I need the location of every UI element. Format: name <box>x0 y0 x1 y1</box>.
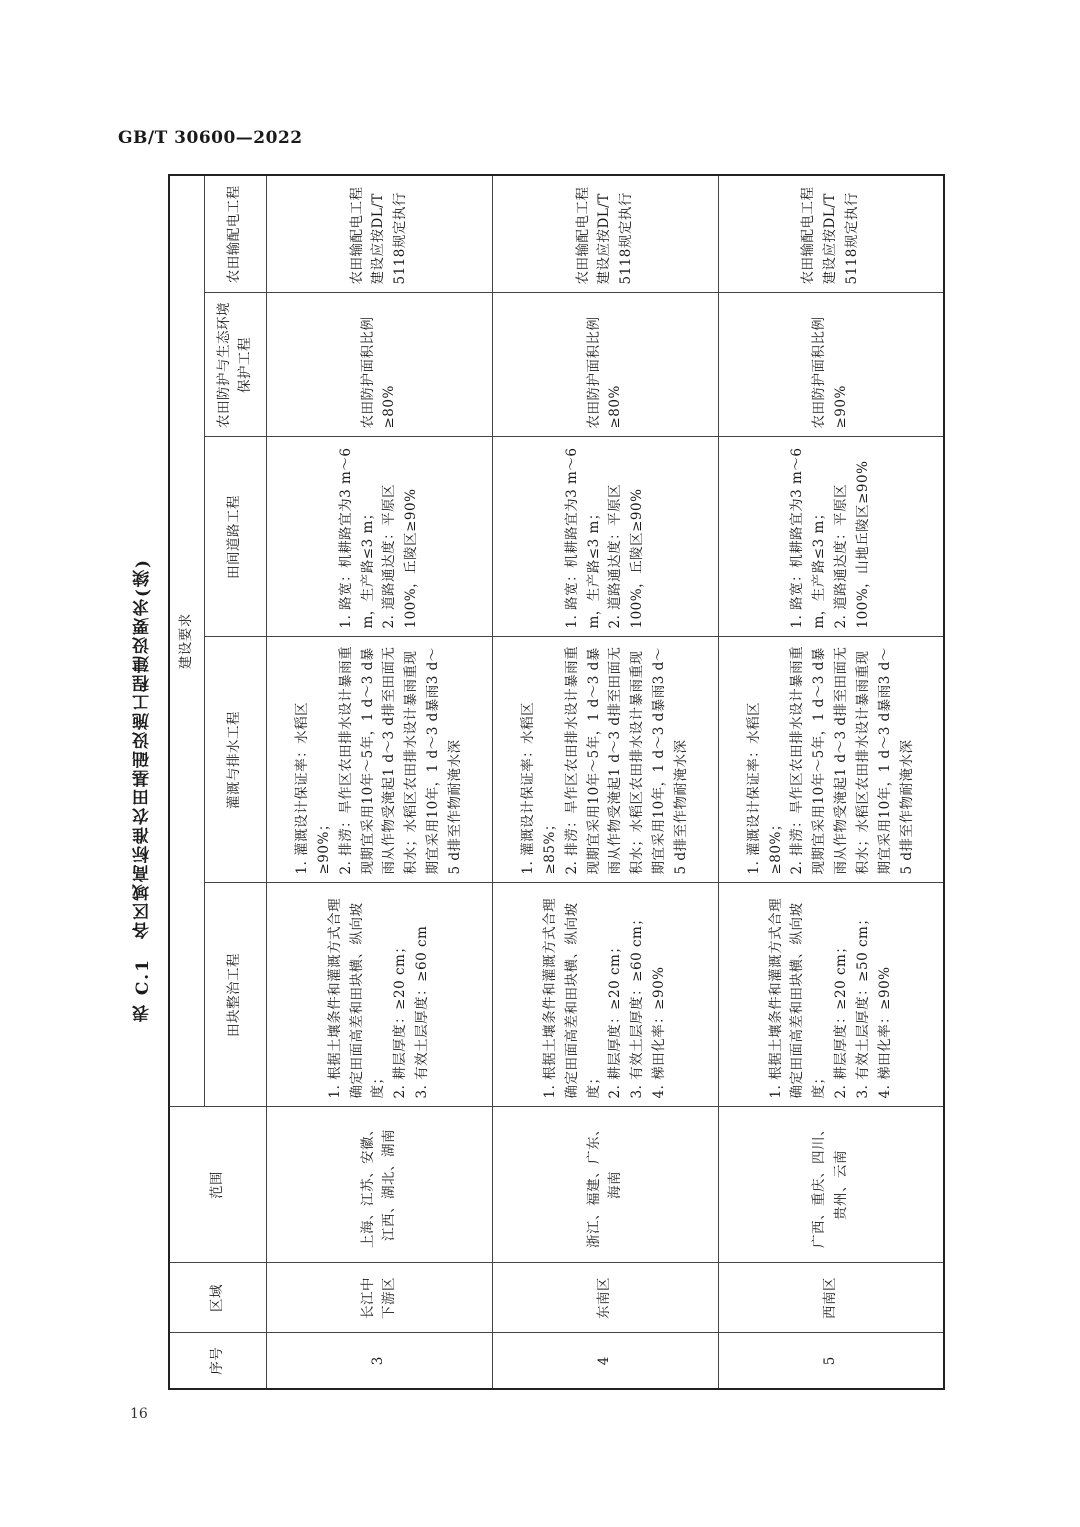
cell-field-leveling <box>718 883 944 1107</box>
list-item: 2. 耕层厚度：≥20 cm； <box>392 939 409 1099</box>
cell-irrigation-drainage <box>718 637 944 883</box>
cell-seq: 5 <box>718 1333 944 1389</box>
cell-seq: 3 <box>266 1333 492 1389</box>
table-caption <box>120 200 164 1380</box>
cell-irrigation-drainage <box>266 637 492 883</box>
cell-road <box>266 437 492 637</box>
cell-protection: 农田防护面积比例≥80% <box>266 293 492 437</box>
list-item: 1. 路宽：机耕路宜为3 m～6 m，生产路≤3 m； <box>337 447 376 629</box>
list-item: 3. 有效土层厚度：≥60 cm； <box>629 911 646 1099</box>
list-item: 2. 排涝：旱作区农田排水设计暴雨重现期宜采用10年～5年，1 d～3 d暴雨从作物受淹起1 d～3 d排至田面无积水；水稻区农田排水设计暴雨重现期宜采用10年，1 d～3 d暴雨3 d～5 d排至作物耐淹水深 <box>563 645 689 875</box>
header-power: 农田输配电工程 <box>204 175 266 293</box>
header-scope: 范围 <box>169 1107 266 1263</box>
cell-protection: 农田防护面积比例≥90% <box>718 293 944 437</box>
cell-protection: 农田防护面积比例≥80% <box>492 293 718 437</box>
list-item: 1. 路宽：机耕路宜为3 m～6 m，生产路≤3 m； <box>563 447 602 629</box>
cell-irrigation-drainage <box>492 637 718 883</box>
header-field-leveling: 田块整治工程 <box>204 883 266 1107</box>
cell-road <box>492 437 718 637</box>
requirements-table <box>168 174 945 1390</box>
standard-number: GB/T 30600—2022 <box>118 128 303 148</box>
cell-power: 农田输配电工程建设应按DL/T 5118规定执行 <box>492 175 718 293</box>
list-item: 4. 梯田化率：≥90% <box>651 966 668 1099</box>
cell-field-leveling <box>266 883 492 1107</box>
cell-seq: 4 <box>492 1333 718 1389</box>
cell-road <box>718 437 944 637</box>
list-item: 1. 根据土壤条件和灌溉方式合理确定田面高差和田块横、纵向坡度； <box>326 897 387 1099</box>
list-item: 3. 有效土层厚度：≥60 cm <box>414 925 431 1099</box>
table-row <box>492 175 718 1389</box>
cell-scope: 上海、江苏、安徽、江西、湖北、湖南 <box>266 1107 492 1263</box>
header-group-requirements: 建设要求 <box>169 175 204 1107</box>
cell-scope: 广西、重庆、四川、贵州、云南 <box>718 1107 944 1263</box>
cell-region: 西南区 <box>718 1263 944 1333</box>
list-item: 1. 灌溉设计保证率：水稻区≥85%； <box>519 701 558 875</box>
cell-power: 农田输配电工程建设应按DL/T 5118规定执行 <box>718 175 944 293</box>
cell-power: 农田输配电工程建设应按DL/T 5118规定执行 <box>266 175 492 293</box>
header-region: 区域 <box>169 1263 266 1333</box>
table-caption-text: 表 C.1 各区域高标准农田基础设施工程建设要求(续) <box>132 558 153 1022</box>
table-row <box>266 175 492 1389</box>
cell-scope: 浙江、福建、广东、海南 <box>492 1107 718 1263</box>
cell-region: 长江中下游区 <box>266 1263 492 1333</box>
list-item: 1. 灌溉设计保证率：水稻区≥90%； <box>293 701 332 875</box>
list-item: 2. 耕层厚度：≥20 cm； <box>607 939 624 1099</box>
list-item: 2. 排涝：旱作区农田排水设计暴雨重现期宜采用10年～5年，1 d～3 d暴雨从作物受淹起1 d～3 d排至田面无积水；水稻区农田排水设计暴雨重现期宜采用10年，1 d～3 d暴雨3 d～5 d排至作物耐淹水深 <box>337 645 463 875</box>
list-item: 1. 根据土壤条件和灌溉方式合理确定田面高差和田块横、纵向坡度； <box>541 897 602 1099</box>
list-item: 2. 道路通达度：平原区100%，丘陵区≥90% <box>381 483 420 629</box>
header-protection: 农田防护与生态环境保护工程 <box>204 293 266 437</box>
cell-field-leveling <box>492 883 718 1107</box>
table-container <box>168 176 942 1390</box>
header-road: 田间道路工程 <box>204 437 266 637</box>
list-item: 1. 路宽：机耕路宜为3 m～6 m，生产路≤3 m； <box>789 447 828 629</box>
list-item: 1. 根据土壤条件和灌溉方式合理确定田面高差和田块横、纵向坡度； <box>767 897 828 1099</box>
list-item: 2. 道路通达度：平原区100%，山地丘陵区≥90% <box>833 460 871 629</box>
list-item: 4. 梯田化率：≥90% <box>876 966 893 1099</box>
list-item: 1. 灌溉设计保证率：水稻区≥80%； <box>745 701 784 875</box>
list-item: 2. 道路通达度：平原区100%，丘陵区≥90% <box>607 483 646 629</box>
header-seq: 序号 <box>169 1333 266 1389</box>
list-item: 2. 排涝：旱作区农田排水设计暴雨重现期宜采用10年～5年，1 d～3 d暴雨从作物受淹起1 d～3 d排至田面无积水；水稻区农田排水设计暴雨重现期宜采用10年，1 d～3 d暴雨3 d～5 d排至作物耐淹水深 <box>789 645 915 875</box>
list-item: 2. 耕层厚度：≥20 cm； <box>833 939 850 1099</box>
page-number: 16 <box>130 1406 148 1422</box>
list-item: 3. 有效土层厚度：≥50 cm； <box>854 911 871 1099</box>
cell-region: 东南区 <box>492 1263 718 1333</box>
header-row-group <box>169 175 204 1389</box>
header-irrigation-drainage: 灌溉与排水工程 <box>204 637 266 883</box>
table-row <box>718 175 944 1389</box>
